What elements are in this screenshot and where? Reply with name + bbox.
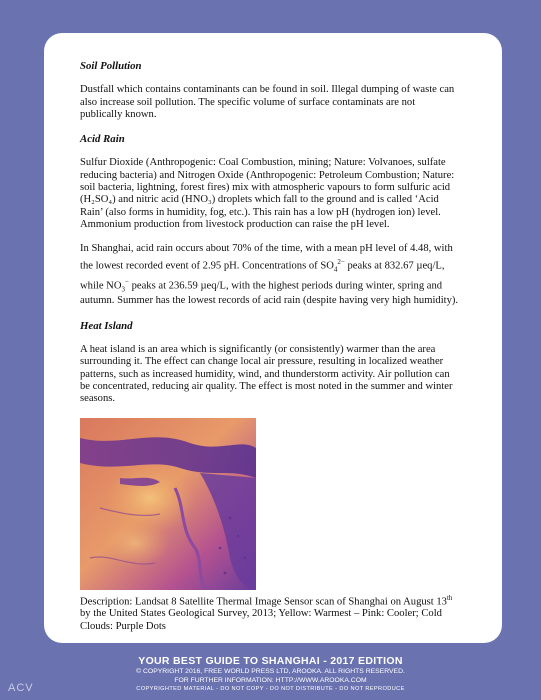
- acid-rain-paragraph-2: In Shanghai, acid rain occurs about 70% of the time, with a mean pH level of 4.48, with the lowest recorded event of 2.95 pH. Concentrations of $SO_4^{2-}$ peaks at 832.67 µeq/L, while $NO_3^-$ peaks at 236.59 µeq/L, with the highest periods during winter, spring and autumn. Summer has the lowest records of acid rain (despite having very high humidity).: [80, 243, 459, 307]
- footer-notice: COPYRIGHTED MATERIAL - DO NOT COPY - DO NOT DISTRIBUTE - DO NOT REPRODUCE: [136, 686, 405, 692]
- footer-title: YOUR BEST GUIDE TO SHANGHAI - 2017 EDITION: [138, 655, 403, 667]
- acid-rain-paragraph-1: Sulfur Dioxide (Anthropogenic: Coal Combustion, mining; Nature: Volvanoes, sulfate reducing bacteria) and Nitrogen Oxide (Anthropogenic: Petroleum Combustion; Nature: soil bacteria, lightning, forest fires) mix with atmospheric vapours to form sulfuric acid (H₂SO₄) and nitric acid (HNO₃) droplets which fall to the ground and is called ‘Acid Rain’ (also forms in humidity, fog, etc.). This rain has a low pH (hydrogen ion) level. Ammonium production from livestock production can raise the pH level.: [80, 157, 455, 230]
- page-content: [80, 60, 460, 645]
- acid-rain-heading: Acid Rain: [80, 133, 125, 146]
- soil-pollution-paragraph: Dustfall which contains contaminants can be found in soil. Illegal dumping of waste can also increase soil pollution. The specific volume of surface contaminats are not publically known.: [80, 84, 455, 120]
- image-caption: Description: Landsat 8 Satellite Thermal Image Sensor scan of Shanghai on August 13th by the United States Geological Survey, 2013; Yellow: Warmest – Pink: Cooler; Cold Clouds: Purple Dots: [80, 593, 453, 632]
- page-footer: [0, 655, 541, 693]
- soil-pollution-heading: Soil Pollution: [80, 60, 142, 72]
- watermark: ACV: [8, 682, 34, 694]
- footer-info-link[interactable]: FOR FURTHER INFORMATION: HTTP://WWW.AROOKA.COM: [174, 676, 367, 684]
- footer-copyright: © COPYRIGHT 2016, FREE WORLD PRESS LTD, AROOKA. ALL RIGHTS RESERVED.: [136, 668, 405, 675]
- heat-island-heading: Heat Island: [80, 319, 133, 332]
- landsat-thermal-image: [80, 418, 256, 590]
- heat-island-paragraph: A heat island is an area which is significantly (or consistently) warmer than the area surrounding it. The effect can change local air pressure, resulting in localized weather patterns, such as increased humidity, wind, and thunderstorm activity. Air pollution can be concentrated, reducing air quality. The effect is most noted in the summer and winter seasons.: [80, 344, 453, 405]
